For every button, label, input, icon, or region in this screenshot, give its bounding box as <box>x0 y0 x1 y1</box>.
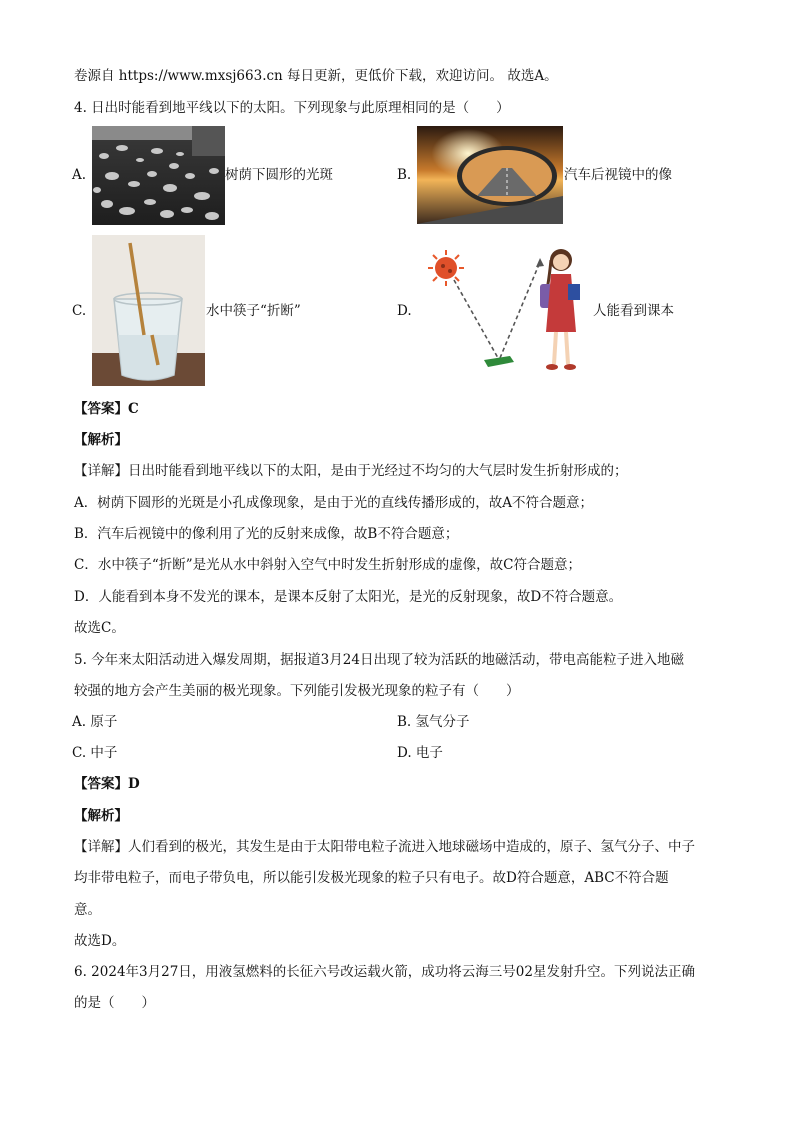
q4-detail: 【详解】日出时能看到地平线以下的太阳，是由于光经过不均匀的大气层时发生折射形成的； <box>74 463 628 479</box>
option-a-letter: A. <box>72 167 87 183</box>
q5-option-b: B. 氢气分子 <box>397 714 470 730</box>
girl-sees-book-image <box>418 240 590 378</box>
q5-option-c: C. 中子 <box>72 745 118 761</box>
q5-detail-line-2: 均非带电粒子，而电子带负电，所以能引发极光现象的粒子只有电子。故D符合题意，ABC不符合题 <box>74 870 669 886</box>
car-rearview-mirror-image <box>417 126 563 224</box>
question-6-stem-line-1: 6. 2024年3月27日，用液氢燃料的长征六号改运载火箭，成功将云海三号02星发射升空。下列说法正确 <box>74 964 695 980</box>
q4-explanation-b: B．汽车后视镜中的像利用了光的反射来成像，故B不符合题意； <box>74 526 459 542</box>
q5-detail-line-1: 【详解】人们看到的极光，其发生是由于太阳带电粒子流进入地球磁场中造成的，原子、氢气分子、中子 <box>74 839 695 855</box>
source-header: 卷源自 https://www.mxsj663.cn 每日更新，更低价下载，欢迎访问。 故选A。 <box>74 68 558 84</box>
q5-detail-line-3: 意。 <box>74 902 101 918</box>
q4-explanation-c: C．水中筷子“折断”是光从水中斜射入空气中时发生折射形成的虚像，故C符合题意； <box>74 557 581 573</box>
question-5-stem-line-1: 5. 今年来太阳活动进入爆发周期，据报道3月24日出现了较为活跃的地磁活动，带电高能粒子进入地磁 <box>74 652 684 668</box>
q4-answer: 【答案】C <box>74 401 139 417</box>
q4-conclusion: 故选C。 <box>74 620 125 636</box>
option-b-text: 汽车后视镜中的像 <box>564 167 672 183</box>
option-c-text: 水中筷子“折断” <box>206 303 301 319</box>
option-d-text: 人能看到课本 <box>593 303 674 319</box>
tree-shade-light-spots-image <box>92 126 225 225</box>
q4-analysis-label: 【解析】 <box>74 432 128 448</box>
chopstick-in-water-glass-image <box>92 235 205 386</box>
question-5-stem-line-2: 较强的地方会产生美丽的极光现象。下列能引发极光现象的粒子有（ ） <box>74 683 520 699</box>
option-a-text: 树荫下圆形的光斑 <box>225 167 333 183</box>
q5-analysis-label: 【解析】 <box>74 808 128 824</box>
question-4-stem: 4. 日出时能看到地平线以下的太阳。下列现象与此原理相同的是（ ） <box>74 100 510 116</box>
q4-explanation-d: D．人能看到本身不发光的课本，是课本反射了太阳光，是光的反射现象，故D不符合题意。 <box>74 589 623 605</box>
q5-option-a: A. 原子 <box>72 714 118 730</box>
q5-answer: 【答案】D <box>74 776 140 792</box>
q4-explanation-a: A．树荫下圆形的光斑是小孔成像现象，是由于光的直线传播形成的，故A不符合题意； <box>74 495 593 511</box>
q5-option-d: D. 电子 <box>397 745 443 761</box>
option-b-letter: B. <box>397 167 412 183</box>
question-6-stem-line-2: 的是（ ） <box>74 995 155 1011</box>
option-c-letter: C. <box>72 303 87 319</box>
option-d-letter: D. <box>397 303 412 319</box>
q5-conclusion: 故选D。 <box>74 933 126 949</box>
